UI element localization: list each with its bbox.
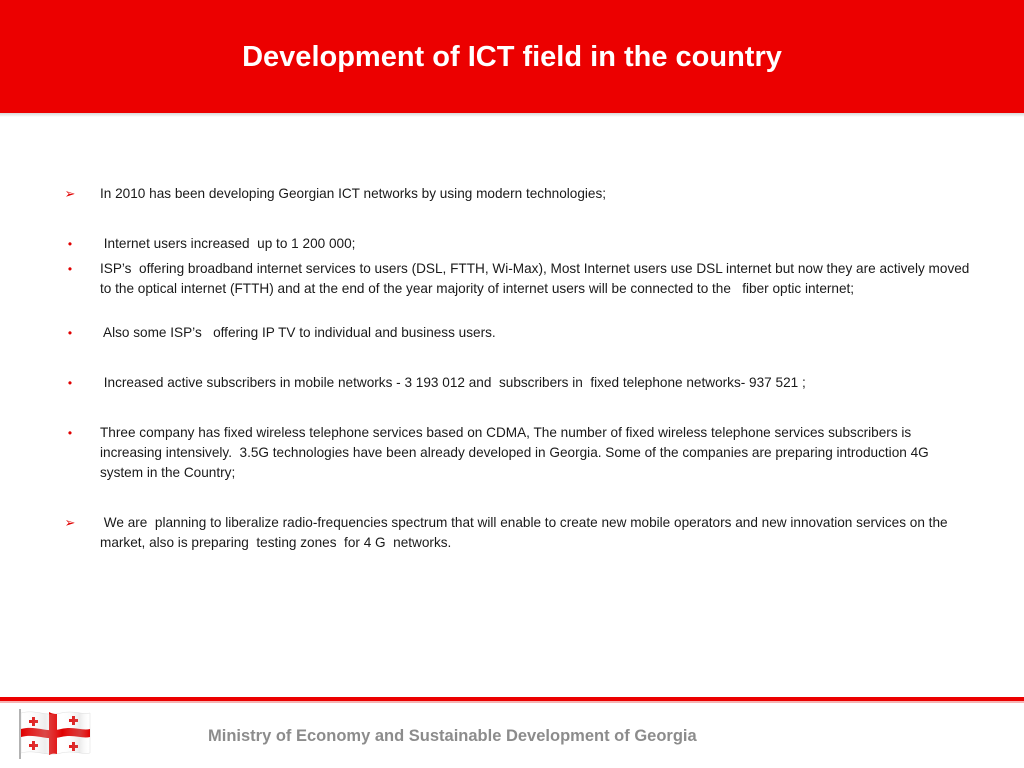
arrow-bullet-icon: ➢ [64, 186, 76, 201]
bullet-icon: • [67, 426, 73, 440]
footer-ministry-name: Ministry of Economy and Sustainable Development of Georgia [208, 727, 697, 745]
slide-title: Development of ICT field in the country [242, 41, 782, 73]
bullet-item-liberalize: We are planning to liberalize radio-frequencies spectrum that will enable to create new mobile operators and new innovation services on the market, also is preparing testing zones for 4 G networks. [100, 515, 952, 550]
bullet-icon: • [67, 376, 73, 390]
bullet-item-ict-networks: In 2010 has been developing Georgian ICT networks by using modern technologies; [100, 186, 607, 201]
bullet-item-iptv: Also some ISP’s offering IP TV to individual and business users. [100, 325, 496, 340]
bullet-item-cdma: Three company has fixed wireless telephone services based on CDMA, The number of fixed wireless telephone services subscribers is increasing intensively. 3.5G technologies have been already developed in Georgia. Some of the companies are preparing introduction 4G system in the Country; [100, 425, 933, 480]
bullet-icon: • [67, 262, 73, 276]
georgia-flag-icon [16, 707, 92, 761]
bullet-item-subscribers: Increased active subscribers in mobile networks - 3 193 012 and subscribers in fixed telephone networks- 937 521 ; [100, 375, 806, 390]
arrow-bullet-icon: ➢ [64, 515, 76, 530]
footer-divider-light [0, 701, 1024, 703]
bullet-item-broadband: ISP’s offering broadband internet services to users (DSL, FTTH, Wi-Max), Most Internet users use DSL internet but now they are actively moved to the optical internet (FTTH) and at the end of the year majority of internet users will be connected to the fiber optic internet; [100, 261, 974, 296]
bullet-icon: • [67, 326, 73, 340]
bullet-item-internet-users: Internet users increased up to 1 200 000; [100, 236, 356, 251]
bullet-icon: • [67, 237, 73, 251]
